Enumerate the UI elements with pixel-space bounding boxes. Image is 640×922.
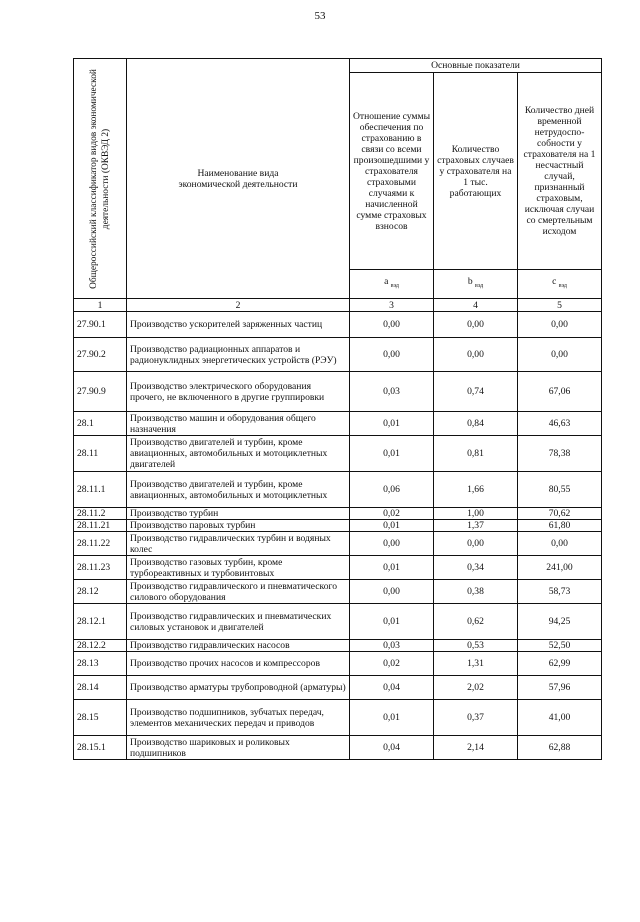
okved-code-cell: 28.15.1 — [74, 736, 127, 760]
table-row — [74, 640, 602, 652]
column-number: 1 — [74, 299, 127, 312]
col-c-value-cell: 52,50 — [518, 640, 602, 652]
table-row — [74, 436, 602, 472]
activity-name-cell: Производство арматуры трубопроводной (арматуры) — [127, 676, 350, 700]
col-a-value-cell: 0,00 — [350, 312, 434, 338]
main-indicators-header: Основные показатели — [350, 59, 602, 73]
col-a-value-cell: 0,03 — [350, 640, 434, 652]
activity-name-cell: Производство газовых турбин, кроме турбореактивных и турбовинтовых — [127, 556, 350, 580]
col-b-symbol: b $_{вэд}$ — [434, 270, 518, 299]
column-numbers-row — [74, 299, 602, 312]
okved-code-cell: 27.90.2 — [74, 338, 127, 372]
col-a-value-cell: 0,02 — [350, 652, 434, 676]
okved-code-cell: 28.1 — [74, 412, 127, 436]
okved-code-cell: 28.12 — [74, 580, 127, 604]
col-c-header: Количество дней временной нетрудоспо-собности у страхователя на 1 несчастный случай, признанный страховым, исключая случаи со смертельным исходом — [518, 73, 602, 270]
col-b-value-cell: 2,14 — [434, 736, 518, 760]
col-a-value-cell: 0,00 — [350, 338, 434, 372]
col-a-value-cell: 0,02 — [350, 508, 434, 520]
okved-code-cell: 28.11.23 — [74, 556, 127, 580]
activity-header: Наименование вида экономической деятельности — [127, 59, 350, 299]
col-b-value-cell: 0,00 — [434, 312, 518, 338]
col-b-value-cell: 0,00 — [434, 532, 518, 556]
activity-name-cell: Производство двигателей и турбин, кроме авиационных, автомобильных и мотоциклетных двигателей — [127, 436, 350, 472]
col-a-value-cell: 0,04 — [350, 676, 434, 700]
activity-name-cell: Производство ускорителей заряженных частиц — [127, 312, 350, 338]
table-row — [74, 472, 602, 508]
col-a-header: Отношение суммы обеспечения по страхованию в связи со всеми произошедшими у страхователя страховыми случаями к начисленной сумме страховых взносов — [350, 73, 434, 270]
col-c-value-cell: 241,00 — [518, 556, 602, 580]
table-row — [74, 652, 602, 676]
table-row — [74, 312, 602, 338]
column-number: 5 — [518, 299, 602, 312]
table-row — [74, 338, 602, 372]
col-b-value-cell: 1,37 — [434, 520, 518, 532]
okved-code-cell: 28.11.2 — [74, 508, 127, 520]
activity-name-cell: Производство машин и оборудования общего назначения — [127, 412, 350, 436]
activity-name-cell: Производство прочих насосов и компрессоров — [127, 652, 350, 676]
okved-code-cell: 28.11.22 — [74, 532, 127, 556]
insurance-indicators-table — [73, 58, 602, 760]
col-b-value-cell: 2,02 — [434, 676, 518, 700]
col-a-value-cell: 0,01 — [350, 700, 434, 736]
table-row — [74, 520, 602, 532]
col-b-value-cell: 1,66 — [434, 472, 518, 508]
activity-name-cell: Производство радиационных аппаратов и радионуклидных энергетических устройств (РЭУ) — [127, 338, 350, 372]
activity-name-cell: Производство гидравлического и пневматического силового оборудования — [127, 580, 350, 604]
col-c-value-cell: 61,80 — [518, 520, 602, 532]
column-number: 4 — [434, 299, 518, 312]
okved-code-cell: 28.12.2 — [74, 640, 127, 652]
col-b-value-cell: 1,31 — [434, 652, 518, 676]
okved-code-cell: 27.90.9 — [74, 372, 127, 412]
table-row — [74, 604, 602, 640]
column-number: 2 — [127, 299, 350, 312]
table-row — [74, 700, 602, 736]
col-c-value-cell: 0,00 — [518, 532, 602, 556]
activity-name-cell: Производство паровых турбин — [127, 520, 350, 532]
col-b-header: Количество страховых случаев у страхователя на 1 тыс. работающих — [434, 73, 518, 270]
col-c-value-cell: 41,00 — [518, 700, 602, 736]
table-row — [74, 580, 602, 604]
col-a-value-cell: 0,01 — [350, 556, 434, 580]
col-c-value-cell: 70,62 — [518, 508, 602, 520]
col-a-value-cell: 0,06 — [350, 472, 434, 508]
okved-header-label: Общероссийский классификатор видов экономической деятельности (ОКВЭД 2) — [89, 68, 111, 289]
okved-code-cell: 28.12.1 — [74, 604, 127, 640]
col-b-value-cell: 0,38 — [434, 580, 518, 604]
col-c-symbol: c $_{вэд}$ — [518, 270, 602, 299]
okved-code-cell: 28.11.21 — [74, 520, 127, 532]
col-a-value-cell: 0,01 — [350, 520, 434, 532]
activity-name-cell: Производство гидравлических турбин и водяных колес — [127, 532, 350, 556]
col-c-value-cell: 46,63 — [518, 412, 602, 436]
col-c-value-cell: 80,55 — [518, 472, 602, 508]
col-b-value-cell: 0,62 — [434, 604, 518, 640]
col-c-value-cell: 62,88 — [518, 736, 602, 760]
col-b-value-cell: 1,00 — [434, 508, 518, 520]
col-a-value-cell: 0,00 — [350, 580, 434, 604]
col-c-value-cell: 58,73 — [518, 580, 602, 604]
table-row — [74, 412, 602, 436]
col-b-value-cell: 0,84 — [434, 412, 518, 436]
col-a-symbol: a $_{вэд}$ — [350, 270, 434, 299]
activity-name-cell: Производство гидравлических насосов — [127, 640, 350, 652]
col-a-value-cell: 0,04 — [350, 736, 434, 760]
col-b-value-cell: 0,53 — [434, 640, 518, 652]
col-a-value-cell: 0,03 — [350, 372, 434, 412]
page-number: 53 — [314, 10, 326, 22]
okved-code-cell: 28.13 — [74, 652, 127, 676]
col-b-value-cell: 0,37 — [434, 700, 518, 736]
col-b-value-cell: 0,74 — [434, 372, 518, 412]
col-a-value-cell: 0,01 — [350, 436, 434, 472]
table-body — [74, 312, 602, 760]
col-c-value-cell: 0,00 — [518, 312, 602, 338]
table-row — [74, 532, 602, 556]
table-row — [74, 676, 602, 700]
activity-name-cell: Производство гидравлических и пневматических силовых установок и двигателей — [127, 604, 350, 640]
col-c-value-cell: 62,99 — [518, 652, 602, 676]
table-row — [74, 508, 602, 520]
activity-name-cell: Производство подшипников, зубчатых передач, элементов механических передач и приводов — [127, 700, 350, 736]
col-a-value-cell: 0,01 — [350, 604, 434, 640]
okved-code-cell: 28.14 — [74, 676, 127, 700]
col-b-value-cell: 0,81 — [434, 436, 518, 472]
activity-name-cell: Производство двигателей и турбин, кроме авиационных, автомобильных и мотоциклетных — [127, 472, 350, 508]
col-c-value-cell: 57,96 — [518, 676, 602, 700]
activity-name-cell: Производство шариковых и роликовых подшипников — [127, 736, 350, 760]
col-c-value-cell: 67,06 — [518, 372, 602, 412]
okved-header — [74, 59, 127, 299]
table-row — [74, 372, 602, 412]
col-c-value-cell: 94,25 — [518, 604, 602, 640]
activity-name-cell: Производство электрического оборудования прочего, не включенного в другие группировки — [127, 372, 350, 412]
col-c-value-cell: 78,38 — [518, 436, 602, 472]
col-a-value-cell: 0,00 — [350, 532, 434, 556]
col-b-value-cell: 0,34 — [434, 556, 518, 580]
table-row — [74, 556, 602, 580]
col-b-value-cell: 0,00 — [434, 338, 518, 372]
table-row — [74, 736, 602, 760]
okved-code-cell: 28.11 — [74, 436, 127, 472]
okved-code-cell: 27.90.1 — [74, 312, 127, 338]
col-c-value-cell: 0,00 — [518, 338, 602, 372]
okved-code-cell: 28.15 — [74, 700, 127, 736]
col-a-value-cell: 0,01 — [350, 412, 434, 436]
okved-code-cell: 28.11.1 — [74, 472, 127, 508]
activity-name-cell: Производство турбин — [127, 508, 350, 520]
column-number: 3 — [350, 299, 434, 312]
